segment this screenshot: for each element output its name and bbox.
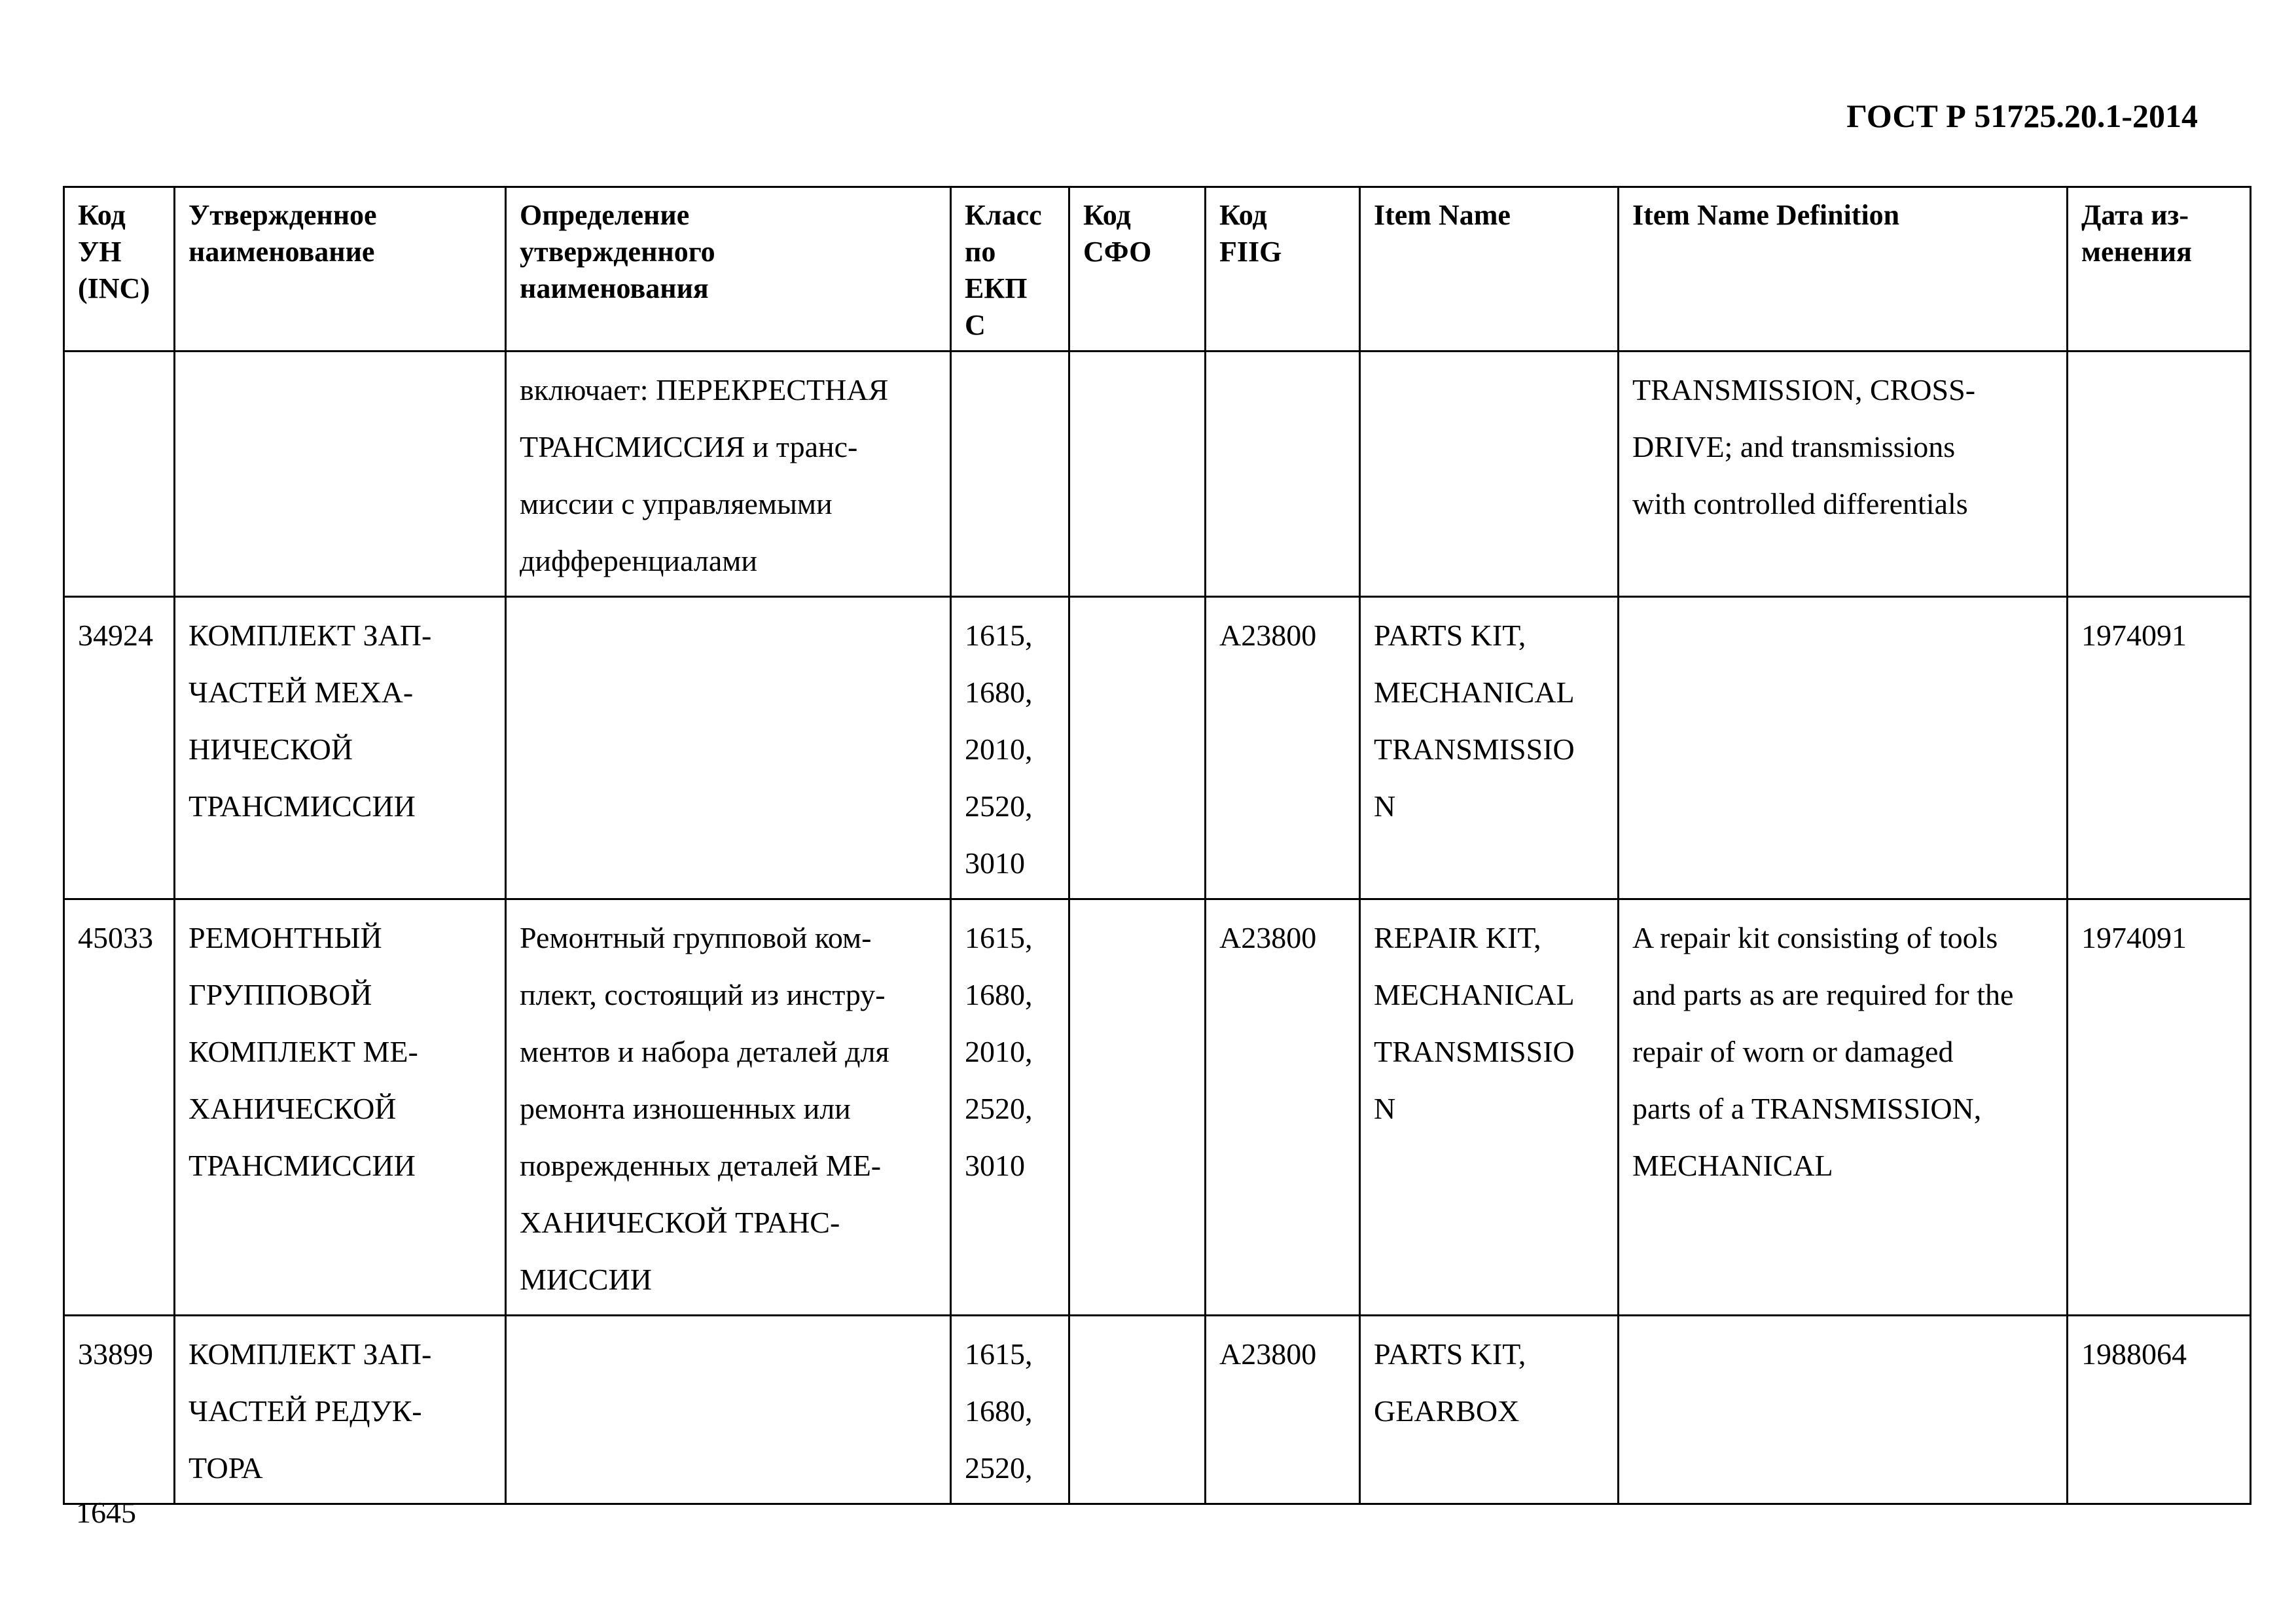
cell-name (175, 352, 506, 597)
cell-class: 1615, 1680, 2010, 2520, 3010 (951, 597, 1069, 899)
cell-name: КОМПЛЕКТ ЗАП- ЧАСТЕЙ МЕХА- НИЧЕСКОЙ ТРАНСМИССИИ (175, 597, 506, 899)
table-row (64, 1316, 2251, 1504)
col-header-sfo: Код СФО (1069, 187, 1206, 352)
col-header-item-definition: Item Name Definition (1619, 187, 2068, 352)
page-number: 1645 (76, 1496, 136, 1529)
cell-item-name (1360, 352, 1619, 597)
cell-definition: включает: ПЕРЕКРЕСТНАЯ ТРАНСМИССИЯ и транс- миссии с управляемыми дифференциалами (506, 352, 951, 597)
col-header-fiig: Код FIIG (1206, 187, 1360, 352)
table-row (64, 352, 2251, 597)
cell-code (64, 352, 175, 597)
cell-item-definition: TRANSMISSION, CROSS- DRIVE; and transmissions with controlled differentials (1619, 352, 2068, 597)
cell-name: РЕМОНТНЫЙ ГРУППОВОЙ КОМПЛЕКТ МЕ- ХАНИЧЕСКОЙ ТРАНСМИССИИ (175, 899, 506, 1316)
cell-item-name: REPAIR KIT, MECHANICAL TRANSMISSIO N (1360, 899, 1619, 1316)
col-header-name: Утвержденное наименование (175, 187, 506, 352)
cell-item-definition (1619, 1316, 2068, 1504)
table-row (64, 597, 2251, 899)
document-code: ГОСТ Р 51725.20.1-2014 (1846, 98, 2198, 134)
cell-class (951, 352, 1069, 597)
cell-code: 45033 (64, 899, 175, 1316)
item-names-table (63, 186, 2251, 1505)
cell-date (2068, 352, 2251, 597)
col-header-class: Класс по ЕКП С (951, 187, 1069, 352)
cell-sfo (1069, 1316, 1206, 1504)
cell-item-name: PARTS KIT, GEARBOX (1360, 1316, 1619, 1504)
cell-item-name: PARTS KIT, MECHANICAL TRANSMISSIO N (1360, 597, 1619, 899)
col-header-item-name: Item Name (1360, 187, 1619, 352)
cell-class: 1615, 1680, 2520, (951, 1316, 1069, 1504)
col-header-date: Дата из- менения (2068, 187, 2251, 352)
cell-code: 34924 (64, 597, 175, 899)
cell-class: 1615, 1680, 2010, 2520, 3010 (951, 899, 1069, 1316)
cell-code: 33899 (64, 1316, 175, 1504)
cell-item-definition (1619, 597, 2068, 899)
table-header-row (64, 187, 2251, 352)
col-header-definition: Определение утвержденного наименования (506, 187, 951, 352)
cell-name: КОМПЛЕКТ ЗАП- ЧАСТЕЙ РЕДУК- ТОРА (175, 1316, 506, 1504)
cell-fiig: A23800 (1206, 1316, 1360, 1504)
cell-date: 1974091 (2068, 597, 2251, 899)
cell-definition (506, 597, 951, 899)
cell-sfo (1069, 597, 1206, 899)
table-row (64, 899, 2251, 1316)
cell-definition: Ремонтный групповой ком- плект, состоящий из инстру- ментов и набора деталей для ремонта изношенных или поврежденных деталей МЕ- ХАНИЧЕСКОЙ ТРАНС- МИССИИ (506, 899, 951, 1316)
cell-date: 1974091 (2068, 899, 2251, 1316)
cell-item-definition: A repair kit consisting of tools and parts as are required for the repair of worn or damaged parts of a TRANSMISSION, MECHANICAL (1619, 899, 2068, 1316)
cell-fiig: A23800 (1206, 597, 1360, 899)
cell-sfo (1069, 352, 1206, 597)
cell-fiig: A23800 (1206, 899, 1360, 1316)
col-header-code: Код УН (INC) (64, 187, 175, 352)
cell-fiig (1206, 352, 1360, 597)
cell-date: 1988064 (2068, 1316, 2251, 1504)
cell-sfo (1069, 899, 1206, 1316)
cell-definition (506, 1316, 951, 1504)
